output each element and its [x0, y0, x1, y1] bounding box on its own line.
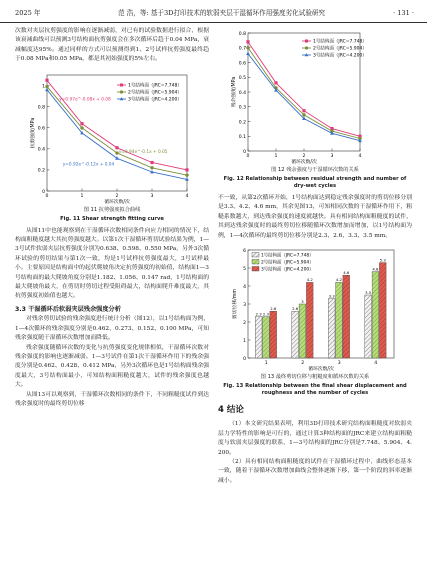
data-point	[80, 126, 83, 129]
section-heading: 3.3 干湿循环后软弱夹层残余强度分析	[15, 305, 121, 313]
paragraph: （2）具有相同结构面粗糙度的试件在干湿循环过程中，曲线形态基本一致，随着干湿循环次数增加曲线会整体逐渐下移，第一个阶段的斜率逐渐减小。	[218, 459, 412, 484]
bar	[270, 311, 277, 358]
data-point	[246, 52, 250, 55]
data-point	[185, 168, 188, 171]
figure-13	[218, 244, 412, 397]
figure-12	[218, 27, 412, 190]
bar	[365, 295, 372, 358]
y-tick-label: 0.4	[238, 90, 246, 96]
legend-label: 3号结构面（JRC=4.200）	[261, 267, 314, 273]
fig13-caption-en: Fig. 13 Relationship between the final shear displacement and roughness and the number of cycles	[223, 383, 407, 397]
bar	[292, 311, 299, 358]
y-tick-label: 0.8	[37, 105, 45, 111]
paragraph: 不一致，从第2次循环开始，1号结构面达到稳定残余强度时的剪切位移分别是3.3、4.2、4.6 mm，其余见图13，可知相同次数的干湿循环作用下，粗糙系数越大，到达残余强度的速度就越快。具有相同结构面粗糙度的试件，其到达残余强度时的最终剪切位移随循环次数增加而增加，以1号结构面为例，1—4次循环的最终剪切位移分别是2.3、2.6、3.3、3.5 mm。	[218, 195, 412, 239]
paragraph: 从图11中也能观察到在干湿循环次数相同条件向应力相同的情况下，结构面粗糙度越大其抗剪强度越大。以第1次干湿循环剪切试验结果为例，1—3号试件软弱夹层抗剪强度分别为0.638、0.598、0.550 MPa，另外3次循环试验的剪切结果与第1次一致，均是1号试样抗剪强度最大，3号试样最小。主要原因是结构面中的起伏爬坡角决定抗剪强度的初始值，结构面1—3号结构面的最大爬坡角度分别是1.182、1.056、0.147 rad，1号结构面的最大爬坡角最大，在剪切时剪切过程受阻碍最大，结构面爬升难度最大，其抗剪强度初始值也越大。	[15, 227, 209, 300]
x-axis-label: 循环次数/次	[104, 199, 130, 205]
bar-value-label: 4.8	[372, 266, 379, 272]
y-tick-label: 0.4	[37, 147, 45, 153]
y-tick-label: 3	[243, 302, 246, 308]
x-tick-label: 1	[274, 154, 278, 159]
x-axis-label: 循环次数/次	[308, 367, 334, 373]
bar	[336, 282, 343, 358]
y-tick-label: 1	[243, 338, 246, 344]
fit-equation: y=0.92e^-0.12x + 0.04	[62, 162, 115, 168]
x-tick-label: 3	[330, 154, 334, 159]
y-axis-label: 抗剪强度/MPa	[31, 117, 36, 148]
legend-swatch	[252, 267, 259, 272]
x-tick-label: 2	[302, 154, 306, 159]
x-tick-label: 4	[374, 361, 378, 367]
bar-value-label: 3	[301, 298, 304, 304]
y-tick-label: 0.5	[238, 76, 246, 82]
paragraph: （1）本文研究结果表明，利用3D打印技术研究结构面粗糙度对软弱夹层力学特性的影响是可行的，通过计算3种结构面的JRC来建立结构面粗糙度与软弱夹层强度的联系，1—3号结构面的JRC分别是7.748、5.904、4.200。	[218, 421, 412, 456]
bar	[328, 299, 335, 358]
y-tick-label: 0	[243, 149, 246, 155]
legend-swatch	[252, 260, 259, 265]
section-heading: 4 结论	[218, 405, 244, 416]
x-tick-label: 2	[115, 193, 119, 199]
legend-label: 2号结构面（JRC=5.904）	[313, 46, 367, 52]
legend-marker	[120, 90, 123, 93]
y-tick-label: 0.6	[37, 126, 45, 132]
x-tick-label: 3	[150, 193, 154, 199]
data-point	[274, 81, 277, 84]
fig11-caption-en: Fig. 11 Shear strength fitting curve	[60, 215, 164, 222]
legend-label: 1号结构面（JRC=7.748）	[313, 39, 367, 45]
bar	[379, 263, 386, 358]
y-tick-label: 0	[42, 189, 45, 195]
year: 2025 年	[15, 9, 41, 17]
bar	[263, 317, 270, 358]
fig11-chart	[15, 69, 209, 205]
right-column	[218, 27, 412, 486]
bar-value-label: 4.2	[306, 277, 313, 283]
legend-swatch	[252, 253, 259, 258]
y-axis-label: 残余强度/MPa	[232, 76, 237, 108]
bar	[299, 304, 306, 358]
fig13-chart	[218, 244, 412, 372]
paragraph: 对残余剪切试验的残余强度进行统计分析（图12），以1号结构面为例，1—4次循环的残余强度分别是0.462、0.273、0.152、0.100 MPa，可知残余强度随干湿循环次数增加而降低。	[15, 316, 209, 342]
data-point	[246, 46, 249, 49]
legend-label: 2号结构面（JRC=5.904）	[128, 90, 182, 96]
legend-label: 3号结构面（JRC=4.200）	[313, 53, 367, 59]
fig11-caption-cn: 图 11 抗剪强度拟合曲线	[83, 206, 141, 213]
bar-value-label: 2.3	[262, 311, 269, 317]
bar-value-label: 2.3	[255, 311, 262, 317]
data-point	[45, 78, 48, 81]
bar-value-label: 2.6	[292, 306, 299, 312]
legend-marker	[120, 83, 123, 86]
y-tick-label: 0.8	[238, 31, 246, 37]
legend-label: 3号结构面（JRC=4.200）	[128, 97, 182, 103]
paragraph: 从图13可以观察到，干湿循环次数相同的条件下，不同粗糙度试件到达残余强度时的最终剪切位移	[15, 391, 209, 407]
y-tick-label: 4	[243, 284, 246, 290]
series-line	[248, 48, 360, 139]
legend-marker	[305, 40, 308, 43]
figure-11	[15, 69, 209, 223]
legend-label: 1号结构面（JRC=7.748）	[261, 253, 314, 259]
y-tick-label: 2	[243, 320, 246, 326]
fig13-caption-cn: 图 13 最终剪切位移与粗糙度和循环次数的关系	[260, 374, 370, 381]
y-tick-label: 0.2	[238, 120, 246, 126]
y-tick-label: 1	[42, 83, 45, 89]
fig12-caption-cn: 图 12 残余强度与干湿循环次数的关系	[271, 167, 359, 173]
bar-value-label: 5.3	[379, 257, 386, 263]
legend-label: 2号结构面（JRC=5.904）	[261, 260, 314, 266]
x-tick-label: 0	[246, 154, 250, 159]
fit-equation: y=0.94e^-0.1x + 0.05	[118, 149, 168, 155]
data-point	[185, 173, 188, 176]
bar-value-label: 3.5	[365, 289, 372, 295]
bar-value-label: 2.6	[270, 306, 277, 312]
y-tick-label: 5	[243, 266, 246, 272]
x-tick-label: 1	[264, 361, 268, 367]
bar	[306, 282, 313, 358]
y-axis-label: 剪切位移/mm	[233, 288, 238, 320]
fig12-chart	[218, 27, 412, 165]
y-tick-label: 0.7	[238, 46, 246, 52]
x-tick-label: 4	[358, 154, 362, 159]
legend-label: 1号结构面（JRC=7.748）	[128, 83, 182, 89]
y-tick-label: 0.3	[238, 105, 246, 111]
data-point	[302, 113, 305, 116]
bar	[255, 317, 262, 358]
paragraph: 残余强度随循环次数的变化与抗剪强度变化规律相似，干湿循环次数对残余强度的影响也逐渐减弱。1—3号试件在第1次干湿循环作用下的残余强度分别是0.462、0.428、0.412 MPa，另外3次循环也是1号结构面残余强度最大，3号结构面最小，可知结构面粗糙度越大，试件的残余强度也越大。	[15, 344, 209, 389]
data-point	[80, 122, 83, 125]
y-tick-label: 0.2	[37, 168, 45, 174]
data-point	[302, 109, 305, 112]
page-header	[0, 0, 427, 23]
data-point	[150, 166, 153, 169]
y-tick-label: 0	[243, 356, 246, 362]
x-tick-label: 3	[337, 361, 341, 367]
x-tick-label: 0	[45, 193, 49, 199]
paragraph: 次数对夹层抗剪强度的影响在逐渐减弱，对已有的试验数据进行拟合，根据该衰减曲线可以预测3号结构面抗剪强度会在多次循环后趋于0.04 MPa，衰减幅度达95%。通过同样的方式可以预测得到1、2号试样抗剪强度最终趋于0.08 MPa和0.05 MPa，都是其初始强度的5%左右。	[15, 28, 209, 63]
left-column	[15, 27, 209, 409]
bar-value-label: 4.6	[343, 270, 350, 276]
data-point	[115, 146, 118, 149]
data-point	[150, 161, 153, 164]
x-tick-label: 4	[185, 193, 189, 199]
x-tick-label: 1	[80, 193, 84, 199]
bar	[372, 272, 379, 358]
x-tick-label: 2	[301, 361, 305, 367]
bar	[343, 275, 350, 358]
bar-value-label: 4.2	[335, 277, 342, 283]
page-number: · 131 ·	[393, 9, 414, 17]
y-tick-label: 0.1	[238, 135, 246, 141]
bar-value-label: 3.3	[328, 293, 335, 299]
running-title: 范 浩，等: 基于3D打印技术的软弱夹层干湿循环作用强度劣化试验研究	[118, 9, 326, 17]
y-tick-label: 0.6	[238, 61, 246, 67]
data-point	[246, 40, 249, 43]
fit-equation: y=0.97e^-0.08x + 0.08	[59, 96, 111, 102]
legend-marker	[305, 46, 308, 49]
fig12-caption-en: Fig. 12 Relationship between residual strength and number of dry-wet cycles	[223, 176, 407, 189]
x-axis-label: 循环次数/次	[291, 160, 317, 165]
y-tick-label: 6	[243, 248, 246, 254]
